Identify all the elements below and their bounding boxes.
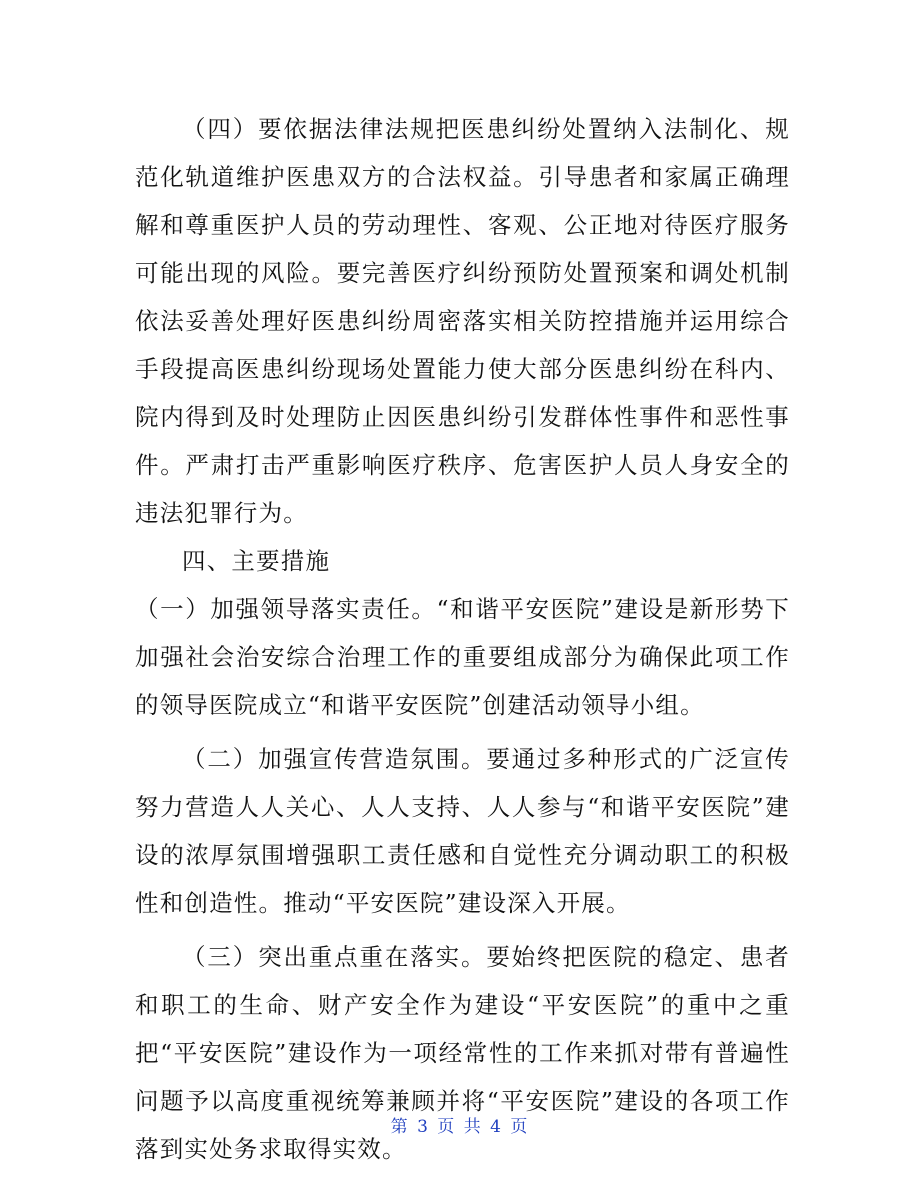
paragraph-measure-2: （二）加强宣传营造氛围。要通过多种形式的广泛宣传努力营造人人关心、人人支持、人人参与“和谐平安医院”建设的浓厚氛围增强职工责任感和自觉性充分调动职工的积极性和创造性。推动“平安医院”建设深入开展。 [135,745,790,917]
section-heading-main-measures: 四、主要措施 [182,547,331,575]
paragraph-measure-3: （三）突出重点重在落实。要始终把医院的稳定、患者和职工的生命、财产安全作为建设“平安医院”的重中之重把“平安医院”建设作为一项经常性的工作来抓对带有普遍性问题予以高度重视统筹兼顾并将“平安医院”建设的各项工作落到实处务求取得实效。 [135,943,790,1163]
paragraph-measure-1: （一）加强领导落实责任。“和谐平安医院”建设是新形势下加强社会治安综合治理工作的重要组成部分为确保此项工作的领导医院成立“和谐平安医院”创建活动领导小组。 [135,595,790,719]
paragraph-item-4: （四）要依据法律法规把医患纠纷处置纳入法制化、规范化轨道维护医患双方的合法权益。引导患者和家属正确理解和尊重医护人员的劳动理性、客观、公正地对待医疗服务可能出现的风险。要完善医疗纠纷预防处置预案和调处机制依法妥善处理好医患纠纷周密落实相关防控措施并运用综合手段提高医患纠纷现场处置能力使大部分医患纠纷在科内、院内得到及时处理防止因医患纠纷引发群体性事件和恶性事件。严肃打击严重影响医疗秩序、危害医护人员人身安全的违法犯罪行为。 [135,115,790,527]
body-text [135,105,790,1173]
page-number-footer: 第 3 页 共 4 页 [390,1117,530,1137]
